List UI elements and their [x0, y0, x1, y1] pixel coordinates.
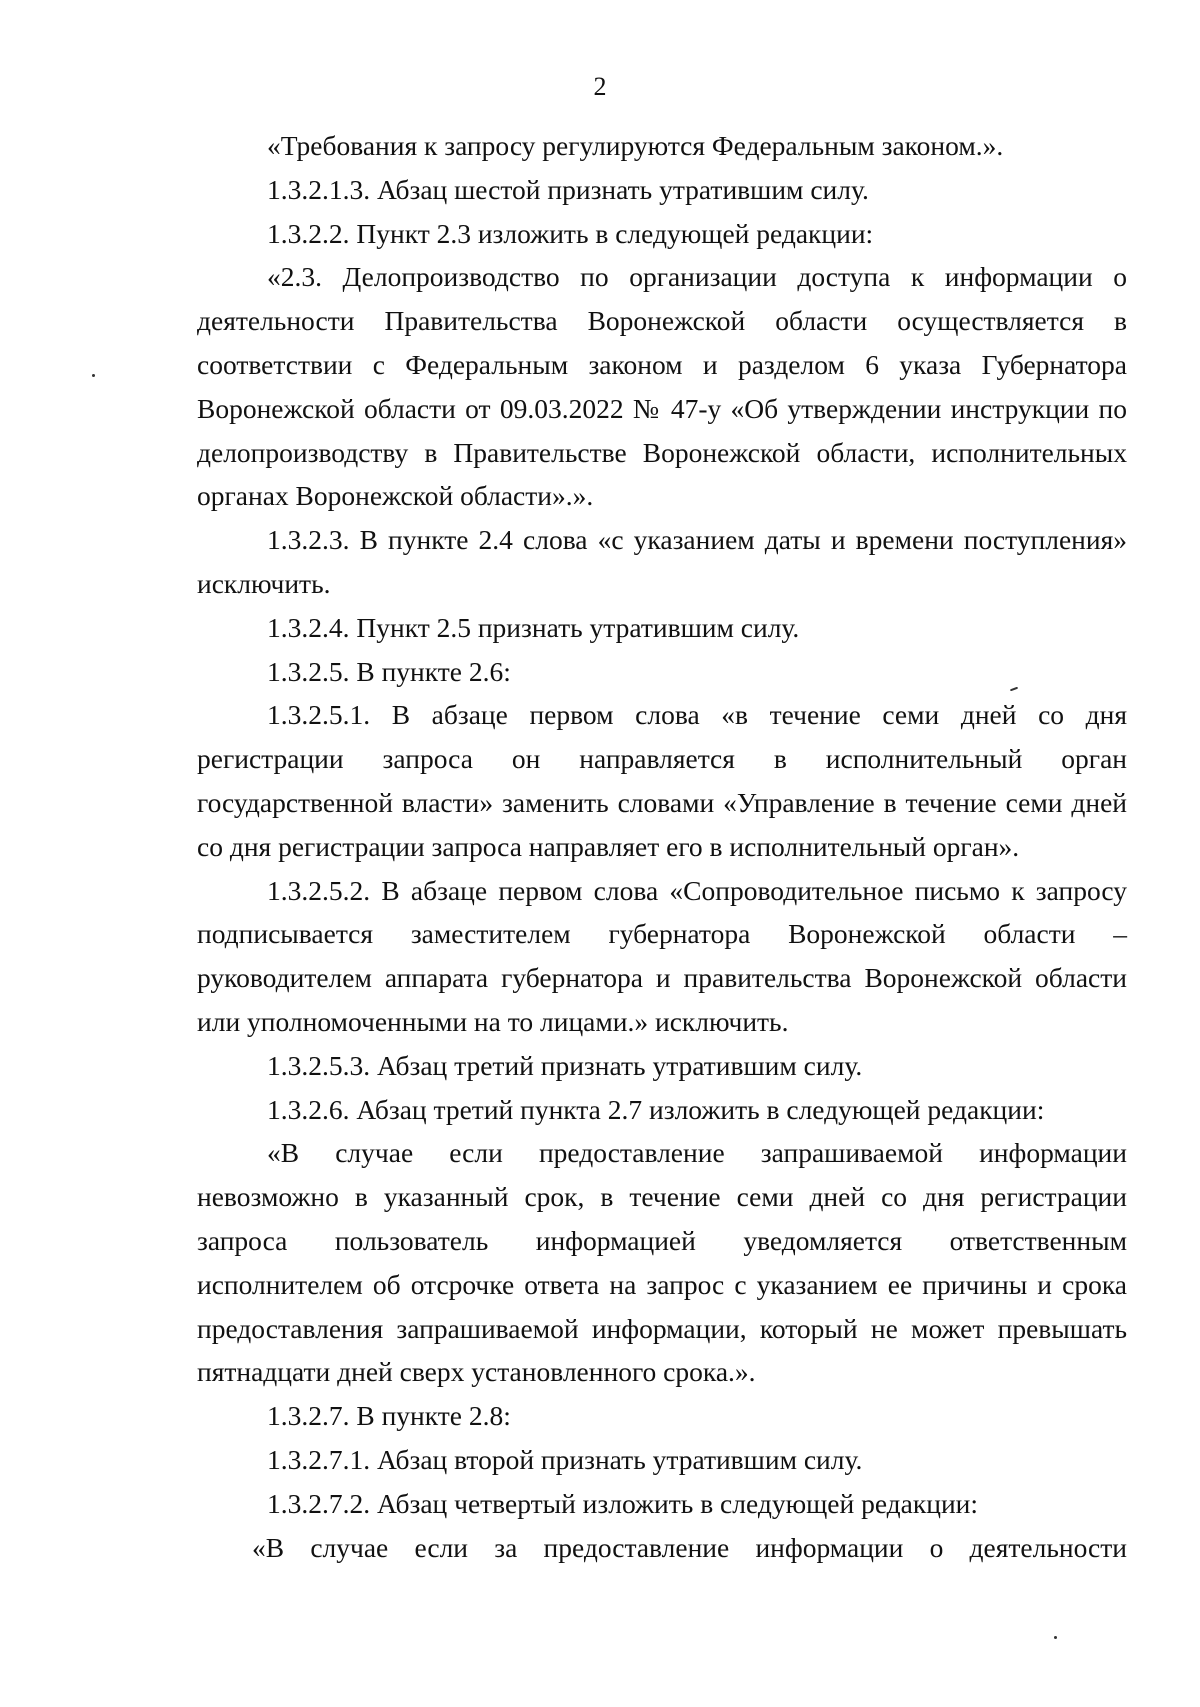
paragraph-1-3-2-5: 1.3.2.5. В пункте 2.6:	[267, 655, 511, 687]
paragraph-1-3-2-7-1: 1.3.2.7.1. Абзац второй признать утратившим силу.	[267, 1443, 863, 1475]
paragraph-1-3-2-5-1: 1.3.2.5.1. В абзаце первом слова «в течение семи дней со дня регистрации запроса он направляется в исполнительный орган государственной власти» заменить словами «Управление в течение семи дней со дня регистрации запроса направляет его в исполнительный орган».	[197, 699, 1127, 862]
paragraph-1-3-2-7-2: 1.3.2.7.2. Абзац четвертый изложить в следующей редакции:	[267, 1487, 979, 1519]
paragraph-quote-fee: «В случае если за предоставление информации о деятельности	[252, 1531, 1127, 1563]
scan-speck	[92, 374, 95, 377]
page-number: 2	[593, 72, 607, 101]
paragraph-1-3-2-4: 1.3.2.4. Пункт 2.5 признать утратившим силу.	[267, 611, 800, 643]
paragraph-quote-delay: «В случае если предоставление запрашиваемой информации невозможно в указанный срок, в течение семи дней со дня регистрации запроса пользователь информацией уведомляется ответственным исполнителем об отсрочке ответа на запрос с указанием ее причины и срока предоставления запрашиваемой информации, который не может превышать пятнадцати дней сверх установленного срока.».	[197, 1137, 1127, 1388]
paragraph-1-3-2-5-3: 1.3.2.5.3. Абзац третий признать утратившим силу.	[267, 1049, 863, 1081]
paragraph-1-3-2-2: 1.3.2.2. Пункт 2.3 изложить в следующей редакции:	[267, 217, 874, 249]
scan-speck	[1054, 1636, 1057, 1639]
paragraph-1-3-2-6: 1.3.2.6. Абзац третий пункта 2.7 изложить в следующей редакции:	[267, 1093, 1045, 1125]
document-body	[197, 124, 1127, 1569]
paragraph-1-3-2-1-3: 1.3.2.1.3. Абзац шестой признать утратившим силу.	[267, 173, 869, 205]
paragraph-quote-requirements: «Требования к запросу регулируются Федеральным законом.».	[267, 130, 1004, 161]
paragraph-1-3-2-5-2: 1.3.2.5.2. В абзаце первом слова «Сопроводительное письмо к запросу подписывается заместителем губернатора Воронежской области – руководителем аппарата губернатора и правительства Воронежской области или уполномоченными на то лицами.» исключить.	[197, 874, 1127, 1037]
paragraph-1-3-2-7: 1.3.2.7. В пункте 2.8:	[267, 1400, 511, 1432]
paragraph-1-3-2-3: 1.3.2.3. В пункте 2.4 слова «с указанием даты и времени поступления» исключить.	[197, 524, 1127, 599]
paragraph-quote-2-3: «2.3. Делопроизводство по организации доступа к информации о деятельности Правительства Воронежской области осуществляется в соответствии с Федеральным законом и разделом 6 указа Губернатора Воронежской области от 09.03.2022 № 47-у «Об утверждении инструкции по делопроизводству в Правительстве Воронежской области, исполнительных органах Воронежской области».».	[197, 261, 1127, 512]
